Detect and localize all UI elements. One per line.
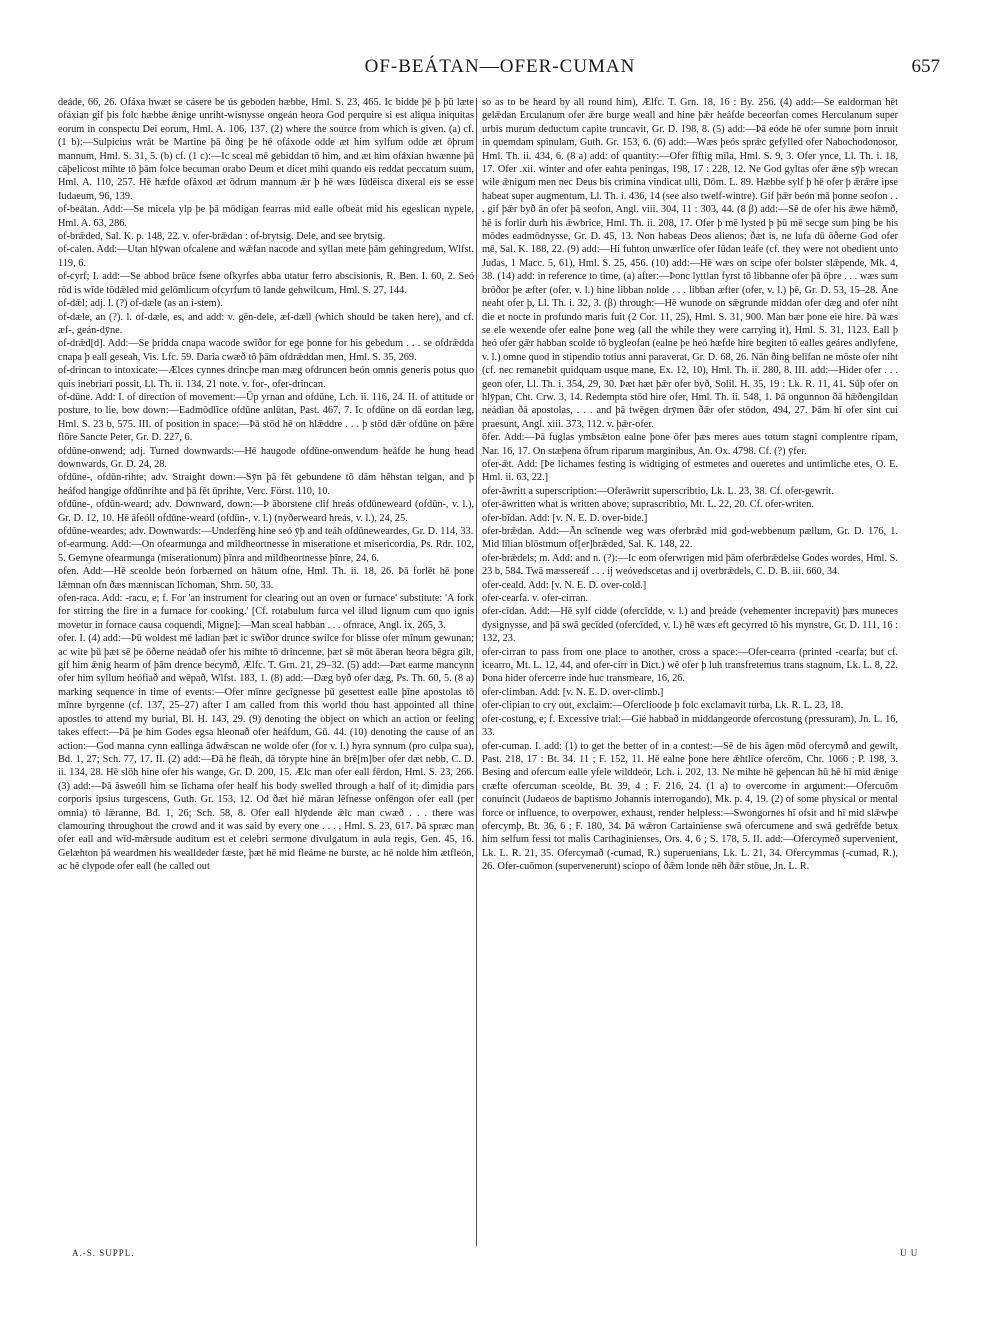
entry-paragraph: ofer-āwritt a superscription:—Oferāwritt superscribtio, Lk. L. 23, 38. Cf. ofer-gewrit.	[482, 485, 834, 497]
entry-paragraph: ofer-climban. Add: [v. N. E. D. over-climb.]	[482, 686, 664, 698]
entry-paragraph: ofdūne-, ofdūn-rihte; adv. Straight down:—Sȳn þā fēt gebundene tō dām hēhstan telgan, and þ heáfod hangige ofdūnrihte and þā fēt ūprihte, Verc. Först. 110, 10.	[58, 472, 474, 497]
entry-paragraph: of-drincan to intoxicate:—Ælces cynnes drincþe man mæg ofdruncen beón omnis generis potus quo quis inebriari possit, Ll. Th. ii. 134, 21 note. v. for-, ofer-drincan.	[58, 365, 474, 390]
entry-paragraph: so as to be heard by all round him), Ælfc. T. Grn. 18, 16 : By. 256. (4) add:—Se ealdorman hēt gelǣdan Erculanum ofer ǣre burge weall and hine þǣr heáfde beceorfan comes Herculanum super urbis murum deductum capite truncavit, Gr. D. 198, 8. (5) add:—Þā eóde hē ofer sumne þorn inruit in quemdam spinulam, Guth. Gr. 153, 6. (6) add:—Wæs þeós sprǣc gefylled ofer Nabochodonosor, Hml. Th. ii. 434, 6. (8 a) add: of quantity:—Ofer fīftig mīla, Hml. S. 9, 3. Ofer ynce, Ll. Th. i. 18, 17. Ofer .xii. winter and ofer eahta peningas, 198, 17 : 228, 12. Ne God gyltas ofer ǣne sȳþ wrecan wile ǣnigum men nec Deus bis crimina vindicat ulli, Dōm. L. 89. Hæbbe sylf þ hē ofer þ ǣrǣre ipse habeat super augmentum, Ll. Th. i. 436, 14 (see also twelf-wintre). Gif þǣr beón mā þonne seofon . . . gif þǣr byð ān ofer þā seofon, Angl. viii. 304, 11 : 303, 44. (8 β) add:—Sē de ofer his ǣwe hǣmð, hē is forlir durh his ǣwbrice, Hml. Th. ii. 208, 17. Ofer þ mē lysted þ þū mē secge sum þing be his mōdes eadmōdnysse, Gr. D. 45, 13. Non habeas Deos alienos; ðæt is, ne lufa dū ōðerne God ofer mē, Sal. K. 188, 22. (9) add:—Hi fuhton unwærlīce ofer Iūdan leáfe (cf. they were not obedient unto Judas, 1 Macc. 5, 61), Hml. S. 25, 456. (10) add:—Hē wæs on scipe ofer bolster slǣpende, Mk. 4, 38. (14) add: in reference to time, (a) after:—Þonc lyttlan fyrst tō libbanne ofer þā ōþre . . . wæs sum brōðor þe æfter (ofer, v. l.) hine libban nolde . . . libban æfter (ofer, v. l.) þē, Gr. D. 53, 15–28. Āne neaht ofer þ, Ll. Th. i. 32, 3. (β) through:—Hē wunode on sǣgrunde middan ofer dæg and ofer niht die et nocte in profundo maris fuit (2 Cor. 11, 25), Hml. S. 31, 900. Man bær þone eie hire. Þā wæs se ele wexende ofer ealne þone weg (all the while they were carrying it), Hml. S. 31, 1123. Eall þ heó ofer gǣr habban scolde tō bygleofan (ealne þe heó hæfde hire begiten tō ealles geáres andlyfene, v. l.) omne quod in stipendio totius anni paraverat, Gr. D. 68, 26. Nān ðing belīfan ne mōste ofer niht (cf. nec remanebit quidquam usque mane, Ex. 12, 10), Hml. Th. ii. 280, 8. III. add:—Hider ofer . . . geon ofer, Ll. Th. i. 354, 29, 30. Þæt hæt þǣr ofer byð, Solil. H. 35, 19 : Lk. R. 11, 41. Sūþ ofer on hlȳpan, Cht. Crw. 3, 14. Redempta stōd hire ofer, Hml. Th. ii. 548, 1. Þā ongunnon ðā hǣðengildan neádian ðā apostolas, . . . and þā twēgen drȳmen ðǣr ofer stōdon, 494, 27. Þām hī ofer sint cui praesunt, Angl. xiii. 373, 112. v. þǣr-ofer.	[482, 97, 898, 430]
page-header	[60, 56, 940, 84]
entry-paragraph: deáde, 66, 26. Ofáxa hwæt se cásere be ús geboden hæbbe, Hml. S. 23, 465. Ic bidde þē þ þū læte ofáxian gif þis folc hæbbe ǣnige unriht-wisnysse ongeán heora God perquire si est aliqua iniquitas eorum in conspectu Dei eorum, Hml. A. 106, 137. (2) where the source from which is given. (a) cf. (1 b):—Sulpicius wrāt be Martine þā ðing þe hē ofáxode odde æt him sylfum odde æt ōþrum mannum, Hml. S. 31, 5. (b) cf. (1 c):—Ic sceal mē gebiddan tō him, and æt him ofáxian hwænne þū cāþelicost mihte tō þām folce becuman orabo Deum et dicet mihi quando eis reddat peccatum suum, Hml. A. 110, 257. Hē hæfde ofáxod æt ōdrum mannum ǣr þ hē wæs Iūdēisca dixeral eis se esse Iudaeum, 96, 139.	[58, 97, 474, 202]
entry-paragraph: ofer-ǣt. Add: [Þe lichames festing is widtiging of estmetes and oueretes and untimliche etes, O. E. Hml. ii. 63, 22.]	[482, 458, 898, 484]
entry-paragraph: ofer-bīdan. Add: [v. N. E. D. over-bide.]	[482, 512, 648, 524]
entry-paragraph: ofer-ceald. Add: [v. N. E. D. over-cold.]	[482, 579, 647, 591]
entry-paragraph: ofer-āwritten what is written above; suprascribtio, Mt. L. 22, 20. Cf. ofer-writen.	[482, 499, 814, 511]
entry-paragraph: ōfer. Add:—Þā fuglas ymbsǣton ealne þone ōfer þæs meres aues totum stagni complentre ripam, Nar. 16, 17. On stæþena ōfrum riparum marginibus, An. Ox. 4798. Cf. (?) ȳfer.	[482, 432, 898, 457]
entry-paragraph: ofer-cirran to pass from one place to another, cross a space:—Ofer-cearra (printed -cearfa; but cf. icearro, Mt. L. 12, 44, and ofer-cirr in Dict.) wē ofer þ luh transfretemus trans stagnum, Lk. L. 8, 22. Þona hider ofercerre inde huc transmeare, 16, 26.	[482, 646, 898, 685]
column-divider	[476, 98, 477, 1246]
entry-paragraph: of-dæle, an (?). l. of-dæle, es, and add: v. gēn-dele, æf-dæll (which should be taken here), and cf. æf-, geán-dȳne.	[58, 311, 474, 336]
entry-paragraph: ofdūne-onwend; adj. Turned downwards:—Hē haugode ofdūne-onwendum heáfde he hung head downwards, Gr. D. 24, 28.	[58, 445, 474, 470]
entry-paragraph: of-cyrf; I. add:—Se abbod brūce fsene ofkyrfes abba utatur ferro abscisionis, R. Ben. I. 60, 2. Seó rōd is wīde tōdǣled mid gelōmlicum ofcyrfum tō lande gehwilcum, Hml. S. 27, 144.	[58, 271, 474, 296]
entry-paragraph: ofer-clipian to cry out, exclaim:—Oferclioode þ folc exclamavit turba, Lk. R. L. 23, 18.	[482, 700, 844, 712]
entry-paragraph: of-beátan. Add:—Se micela ylp þe þā mōdigan fearras mid ealle ofbeát mid his egeslican nypele, Hml. A. 63, 286.	[58, 204, 474, 229]
entry-paragraph: ofer-cīdan. Add:—Hē sylf cidde (ofercīdde, v. l.) and þreáde (vehementer increpavit) þæs muneces dysignysse, and þā swā gecīded (ofercīded, v. l.) hē wæs eft gecyrred tō his mynstre, Gr. D. 111, 16 : 132, 23.	[482, 606, 898, 645]
left-column	[58, 96, 474, 874]
entry-paragraph: of-brǣded, Sal. K. p. 148, 22. v. ofer-brǣdan : of-brytsig. Dele, and see brytsig.	[58, 231, 386, 243]
signature-mark: A.-S. SUPPL.	[72, 1248, 135, 1258]
entry-paragraph: of-dūne. Add: I. of direction of movement:—Ūp yrnan and ofdūne, Lch. ii. 116, 24. II. of attitude or posture, to lie, bow down:—Eadmōdlīce ofdūne anlūtan, Past. 467, 7. Ic ofdūne on dā eordan læg, Hml. S. 23 b, 575. III. of position in space:—Þā stōd hē on hlǣddre . . . þ stōd dǣr ofdūne on þǣre flōre Sancte Peter, Gr. D. 227, 6.	[58, 391, 474, 444]
entry-paragraph: of-calen. Add:—Utan hlȳwan ofcalene and wǣfan nacode and syllan mete þām gehingredum, Wlfst. 119, 6.	[58, 244, 474, 269]
entry-paragraph: of-dǣl; adj. l. (?) of-dæle (as an i-stem).	[58, 298, 223, 310]
gathering-mark: U U	[900, 1248, 919, 1258]
entry-paragraph: ofer-cearfa. v. ofer-cirran.	[482, 593, 589, 605]
entry-paragraph: ofer-cuman. I. add: (1) to get the better of in a contest:—Sē de his āgen mōd ofercymð and gewilt, Past. 218, 17 : Bt. 34. 11 ; F. 152, 11. Hē ealne þone here ǣhtlīce ofercōm, Chr. 1066 ; P. 198, 3. Besing and ofercum ealle yfele wilddeór, Lch. i. 202, 13. Ne mihte hē geþencan hū hē hī mid ǣnige cræfte ofercuman sceolde, Bt. 39, 4 ; F. 216, 24. (1 a) to overcome in argument:—Ofercuōm conuincit (Judaeos de baptismo Johannis interrogando), Mk. p. 4, 19. (2) of some physical or mental force or influence, to overpower, exhaust, render helpless:—Swongornes hī ofsit and hī mid slǣwþe ofercymþ, Bt. 36, 6 ; F. 180, 34. Þā wǣron Cartainiense swā ofercumene and swā gedrēfde betux him selfum fessi tot malis Carthaginienses, Ors. 4, 6 ; S. 178, 5. II. add:—Ofercymeð supervenient, Lk. L. R. 21, 35. Ofercymað (-cumad, R.) superuenians, Lk. L. 21, 34. Ofercymmas (-cumad, R.), 26. Ofer-cuōmon (supervenerunt) sciopo of ðǣm londe nēh ðǣr stōue, Jn. L. R.	[482, 740, 898, 873]
entry-paragraph: ofdūne-weardes; adv. Downwards:—Underfēng hine seó ȳþ and teáh ofdūneweardes, Gr. D. 114, 33.	[58, 526, 474, 537]
page-number: 657	[911, 56, 940, 77]
entry-paragraph: ofdūne-, ofdūn-weard; adv. Downward, down:—Þ āborstene clif hreás ofdūneweard (ofdūn-, v. l.), Gr. D. 12, 10. Hē āfeóll ofdūne-weard (ofdūn-, v. l.) (nyðerweard hreás, v. l.), 24, 25.	[58, 499, 474, 524]
entry-paragraph: ofer-brǣdan. Add:—Ān scīnende weg wæs oferbrǣd mid god-webbenum pællum, Gr. D. 176, 1. Mid līlian blōstmum of[er]brǣded, Sal. K. 148, 22.	[482, 526, 898, 551]
entry-paragraph: of-earmung. Add:—On ofearmunga and mildheortnesse in miseratione et misericordia, Ps. Rdr. 102, 5. Gemyne ofearmunga (miserationum) þīnra and mildheortnesse þīnre, 24, 6.	[58, 539, 474, 564]
entry-paragraph: ofer-brǣdels; m. Add: and n. (?):—Ic eom oferwrigen mid þām oferbrǣdelse Godes wordes, Hml. S. 23 b, 584. Twā mæssereáf . . . ij weóvedscetas and ij overbrǣdels, C. D. B. iii. 660, 34.	[482, 552, 898, 578]
entry-paragraph: ofen-raca. Add: -racu, e; f. For 'an instrument for clearing out an oven or furnace' substitute: 'A fork for stirring the fire in a furnace for cooking.' [Cf. rotabulum furca vel illud lignum cum quo ignis movetur in fornace causa coquendi, Migne]:—Man sceal habban . . . ofnrace, Angl. ix. 265, 3.	[58, 593, 474, 631]
running-title: OF-BEÁTAN—OFER-CUMAN	[364, 56, 636, 77]
entry-paragraph: ofen. Add:—Hē sceolde beón forbærned on hātum ofne, Hml. Th. ii. 18, 26. Þā forlēt hē þone lǣmnan ofn ðæs mænniscan līchoman, Shrn. 50, 33.	[58, 566, 474, 591]
entry-paragraph: of-drǣd[d]. Add:—Se þridda cnapa wacode swīðor for ege þonne for his gebedum . . . se ofdrǣdda cnapa þ eall geseah, Vis. Lfc. 59. Daria cwæð tō þām ofdrǣddan men, Hml. S. 35, 269.	[58, 338, 474, 363]
entry-paragraph: ofer-costung, e; f. Excessive trial:—Gié habbað in middangeorde ofercostung (pressuram), Jn. L. 16, 33.	[482, 713, 898, 739]
entry-paragraph: ofer. I. (4) add:—Þū woldest mē ladian þæt ic swīðor drunce swilce for blisse ofer mīnum gewunan; ac wite þū þæt sē þe ōðerne neádað ofer his mihte tō drincenne, þæt sē mōt āberan heora bēgra gilt, gif him ǣnig hearm of þām drence becymð, Ælfc. T. Grn. 21, 29–32. (5) add:—Þæt earme mancynn ofer him syllum heófiað and wēpað, Wlfst. 183, 1. (8) add:—Dæg byð ofer dæg, Ps. Th. 60, 5. (8 a) marking sequence in time of events:—Ofer mīnre gecīgnesse þū gesettest ealle þīne apostolas tō mīnre byrgenne (cf. 137, 25–27) after I am called from this world thou hast appointed all thine apostles to attend my burial, Bl. H. 143, 29. (9) denoting the object on which an action or feeling takes effect:—Þā þe him Godes egsa hleonað ofer heáfdum, Gū. 44. (10) denoting the cause of an action:—God manna cynn eallinga ādwǣscan ne wolde ofer (for v. l.) hyra synnum (pro culpa sua), Bd. 1, 27; Sch. 77, 17. II. (2) add:—Ðā hē fleáh, dā tōrypte hine ān brē[m]ber ofer dæt nebb, C. D. ii. 134, 28. Hē slōh hine ofer his wange, Gr. D. 200, 15. Ælc man ofer eall fērdon, Hml. S. 23, 266. (3) add:—Þā āsweóll him se līchama ofer healf his body swelled through a half of it; dimidia pars corporis ipsius turgescens, Guth. Gr. 153, 12. Od ðæt hié māran lēfnesse onfēngon ofer eall (per omnia) tō lǣranne, Bd. 1, 26; Sch. 58, 8. Ofer eall hlȳdende ǣlc man cwæð . . . there was clamouring throughout the crowd and it was said by every one . . . , Hml. S. 23, 617. Þā spræc man ofer eall and wīd-mǣrsude auditum est et celebri sermone divulgatum in aula regis, Gen. 45, 16. Gelæhton þā weardmen his wealldeder fæste, þæt hē mid fleáme ne burste, ac hē nolde him ætfleón, ac hē clypode ofer eall (he called out	[58, 633, 474, 873]
right-column	[482, 96, 898, 874]
